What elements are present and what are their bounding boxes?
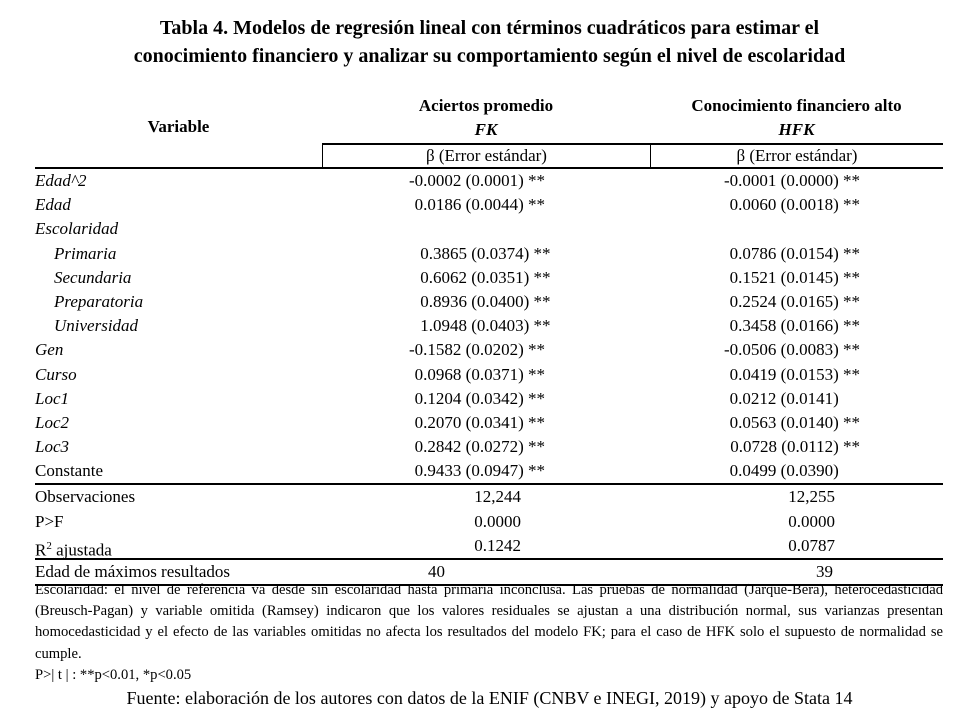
fk-value: 0.6062 (0.0351) **: [420, 267, 551, 287]
hfk-value: 0.0212 (0.0141): [729, 388, 860, 408]
header-fk-sub: FK: [474, 120, 498, 139]
max-age-hfk: 39: [816, 562, 833, 581]
stat-name: Observaciones: [35, 487, 136, 507]
fk-value: 0.9433 (0.0947) **: [414, 461, 545, 481]
header-variable: Variable: [147, 117, 210, 136]
variable-name: Secundaria: [54, 267, 132, 287]
table-row: [35, 266, 943, 290]
table-title: [0, 14, 979, 70]
fk-value: -0.1582 (0.0202) **: [409, 340, 545, 360]
title-line-1: Tabla 4. Modelos de regresión lineal con términos cuadráticos para estimar el: [159, 17, 820, 39]
hfk-value: 0.0786 (0.0154) **: [729, 243, 860, 263]
stat-row: [35, 485, 943, 509]
stat-rows: [35, 485, 943, 560]
hfk-value: 0.0419 (0.0153) **: [729, 364, 860, 384]
fk-value: 0.0186 (0.0044) **: [414, 195, 545, 215]
max-age-label: Edad de máximos resultados: [35, 562, 230, 581]
hfk-value: 12,255: [788, 487, 835, 507]
table-header: [35, 92, 943, 145]
stat-name-base: R: [35, 540, 47, 560]
fk-value: 0.0968 (0.0371) **: [414, 364, 545, 384]
table-row: [35, 217, 943, 241]
hfk-value: 0.0728 (0.0112) **: [730, 437, 860, 457]
hfk-value: 0.0060 (0.0018) **: [729, 195, 860, 215]
fk-value: [322, 217, 650, 241]
table-row: [35, 338, 943, 362]
header-hfk-title: Conocimiento financiero alto: [691, 96, 902, 115]
variable-name: Loc3: [35, 437, 69, 457]
header-fk-title: Aciertos promedio: [418, 96, 554, 115]
hfk-value: 0.3458 (0.0166) **: [729, 316, 860, 336]
header-hfk: [650, 94, 943, 142]
fk-value: 0.8936 (0.0400) **: [420, 291, 551, 311]
table-row: [35, 193, 943, 217]
coefficient-rows: [35, 169, 943, 485]
header-rule: [322, 143, 943, 145]
hfk-value: [650, 217, 943, 241]
stat-name: P>F: [35, 511, 64, 531]
variable-name: Curso: [35, 364, 77, 384]
table-row: [35, 435, 943, 459]
hfk-value: 0.0787: [788, 535, 835, 555]
fk-value: 0.2842 (0.0272) **: [414, 437, 545, 457]
beta-label-hfk: β (Error estándar): [650, 145, 943, 167]
header-hfk-sub: HFK: [778, 120, 815, 139]
hfk-value: 0.2524 (0.0165) **: [729, 291, 860, 311]
header-fk: [322, 94, 650, 142]
table-row: [35, 411, 943, 435]
table-notes: [35, 580, 943, 686]
source-note: Fuente: elaboración de los autores con datos de la ENIF (CNBV e INEGI, 2019) y apoyo de Stata 14: [126, 688, 853, 708]
hfk-value: 0.1521 (0.0145) **: [729, 267, 860, 287]
variable-name: Gen: [35, 340, 64, 360]
variable-name: Primaria: [54, 243, 117, 263]
variable-name: Constante: [35, 461, 103, 481]
stat-row: [35, 510, 943, 534]
hfk-value: 0.0499 (0.0390): [729, 461, 860, 481]
note-significance: P>| t | : **p<0.01, *p<0.05: [35, 666, 192, 683]
table-row: [35, 290, 943, 314]
stat-name: [35, 534, 322, 558]
beta-row: [35, 145, 943, 169]
hfk-value: -0.0001 (0.0000) **: [724, 171, 860, 190]
beta-label-fk: β (Error estándar): [322, 145, 650, 167]
variable-name: Preparatoria: [54, 291, 144, 311]
max-age-fk: 40: [428, 562, 445, 581]
stat-row: [35, 534, 943, 558]
variable-name: Loc1: [35, 388, 69, 408]
fk-value: -0.0002 (0.0001) **: [409, 171, 545, 190]
fk-value: 1.0948 (0.0403) **: [420, 316, 551, 336]
fk-value: 0.1204 (0.0342) **: [414, 388, 545, 408]
stat-name-rest: ajustada: [51, 540, 112, 560]
table-row: [35, 242, 943, 266]
table-row: [35, 169, 943, 193]
fk-value: 0.2070 (0.0341) **: [414, 412, 545, 432]
hfk-value: -0.0506 (0.0083) **: [724, 340, 860, 360]
variable-name: Universidad: [54, 316, 139, 336]
table-row: [35, 459, 943, 483]
hfk-value: 0.0000: [788, 511, 835, 531]
fk-value: 0.0000: [474, 511, 521, 531]
variable-name: Edad: [35, 195, 71, 215]
variable-name: Escolaridad: [35, 219, 119, 239]
fk-value: 0.3865 (0.0374) **: [420, 243, 551, 263]
fk-value: 12,244: [474, 487, 521, 507]
hfk-value: 0.0563 (0.0140) **: [729, 412, 860, 432]
fk-value: 0.1242: [474, 535, 521, 555]
variable-name: Edad^2: [35, 171, 87, 190]
regression-table: [35, 92, 943, 586]
table-row: [35, 363, 943, 387]
table-row: [35, 387, 943, 411]
table-row: [35, 314, 943, 338]
variable-name: Loc2: [35, 412, 69, 432]
stat-name-sup: 2: [46, 539, 52, 552]
title-line-2: conocimiento financiero y analizar su comportamiento según el nivel de escolaridad: [133, 45, 846, 67]
note-escolaridad: Escolaridad: el nivel de referencia va desde sin escolaridad hasta primaria inconclusa. Las pruebas de normalidad (Jarque-Bera), heterocedasticidad (Breusch-Pagan) y variable omitida (Ramsey) indicaron que los valores residuales se ajustan a una distribución normal, sus varianzas presentan homocedasticidad y el efecto de las variables omitidas no afecta los resultados del modelo FK; para el caso de HFK solo el supuesto de normalidad se cumple.: [35, 582, 943, 662]
